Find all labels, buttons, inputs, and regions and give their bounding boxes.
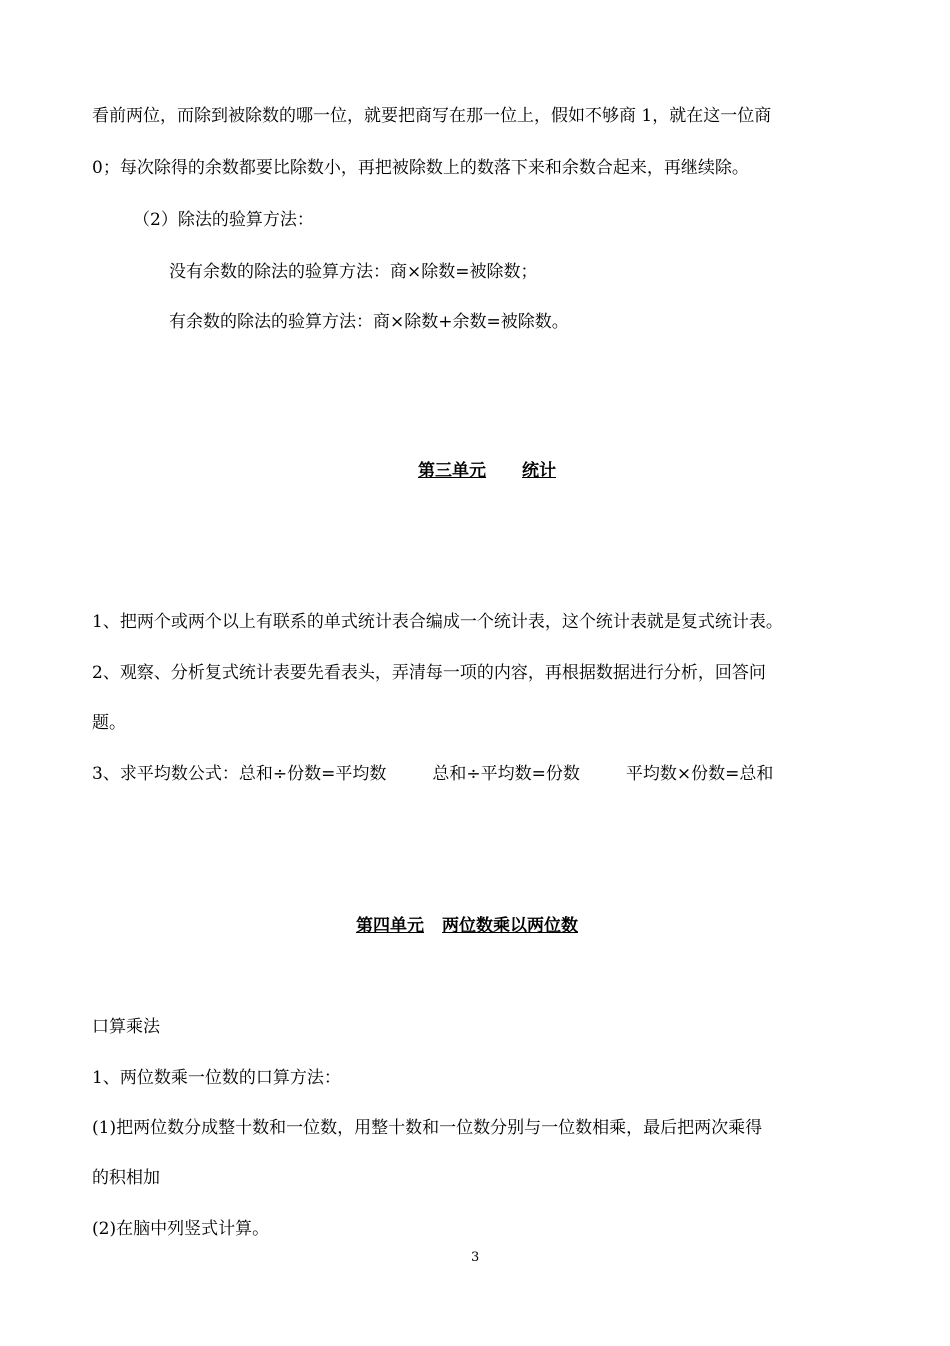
division-para-line-2: 0；每次除得的余数都要比除数小，再把被除数上的数落下来和余数合起来，再继续除。 xyxy=(92,158,749,178)
unit4-heading-title: 两位数乘以两位数 xyxy=(442,916,578,936)
division-check-no-remainder: 没有余数的除法的验算方法：商×除数=被除数； xyxy=(169,262,538,282)
unit4-subheading: 口算乘法 xyxy=(92,1017,160,1037)
unit3-heading xyxy=(418,460,556,482)
unit4-sub-1-line-2: 的积相加 xyxy=(92,1168,160,1188)
unit3-item-1: 1、把两个或两个以上有联系的单式统计表合编成一个统计表，这个统计表就是复式统计表。 xyxy=(92,612,783,632)
unit3-heading-title: 统计 xyxy=(522,461,556,481)
unit3-item-3-prefix: 3、求平均数公式： xyxy=(92,764,239,784)
division-check-heading: （2）除法的验算方法： xyxy=(133,210,314,230)
unit4-sub-1-line-1: (1)把两位数分成整十数和一位数，用整十数和一位数分别与一位数相乘，最后把两次乘得 xyxy=(92,1118,763,1138)
unit3-item-2-line-2: 题。 xyxy=(92,713,126,733)
average-formula-2: 总和÷平均数=份数 xyxy=(432,764,580,784)
average-formula-1: 总和÷份数=平均数 xyxy=(238,764,387,784)
unit4-heading-number: 第四单元 xyxy=(356,916,424,936)
division-check-with-remainder: 有余数的除法的验算方法：商×除数+余数=被除数。 xyxy=(169,312,569,332)
unit3-heading-number: 第三单元 xyxy=(418,461,486,481)
average-formula-3: 平均数×份数=总和 xyxy=(625,764,774,784)
unit3-item-2-line-1: 2、观察、分析复式统计表要先看表头，弄清每一项的内容，再根据数据进行分析，回答问 xyxy=(92,663,766,683)
division-para-line-1: 看前两位，而除到被除数的哪一位，就要把商写在那一位上，假如不够商 1，就在这一位商 xyxy=(92,106,772,126)
unit3-item-3 xyxy=(92,763,773,785)
unit4-heading xyxy=(356,915,578,937)
unit4-item-1: 1、两位数乘一位数的口算方法： xyxy=(92,1068,341,1088)
page-number: 3 xyxy=(471,1250,480,1265)
unit4-sub-2: (2)在脑中列竖式计算。 xyxy=(92,1219,270,1239)
